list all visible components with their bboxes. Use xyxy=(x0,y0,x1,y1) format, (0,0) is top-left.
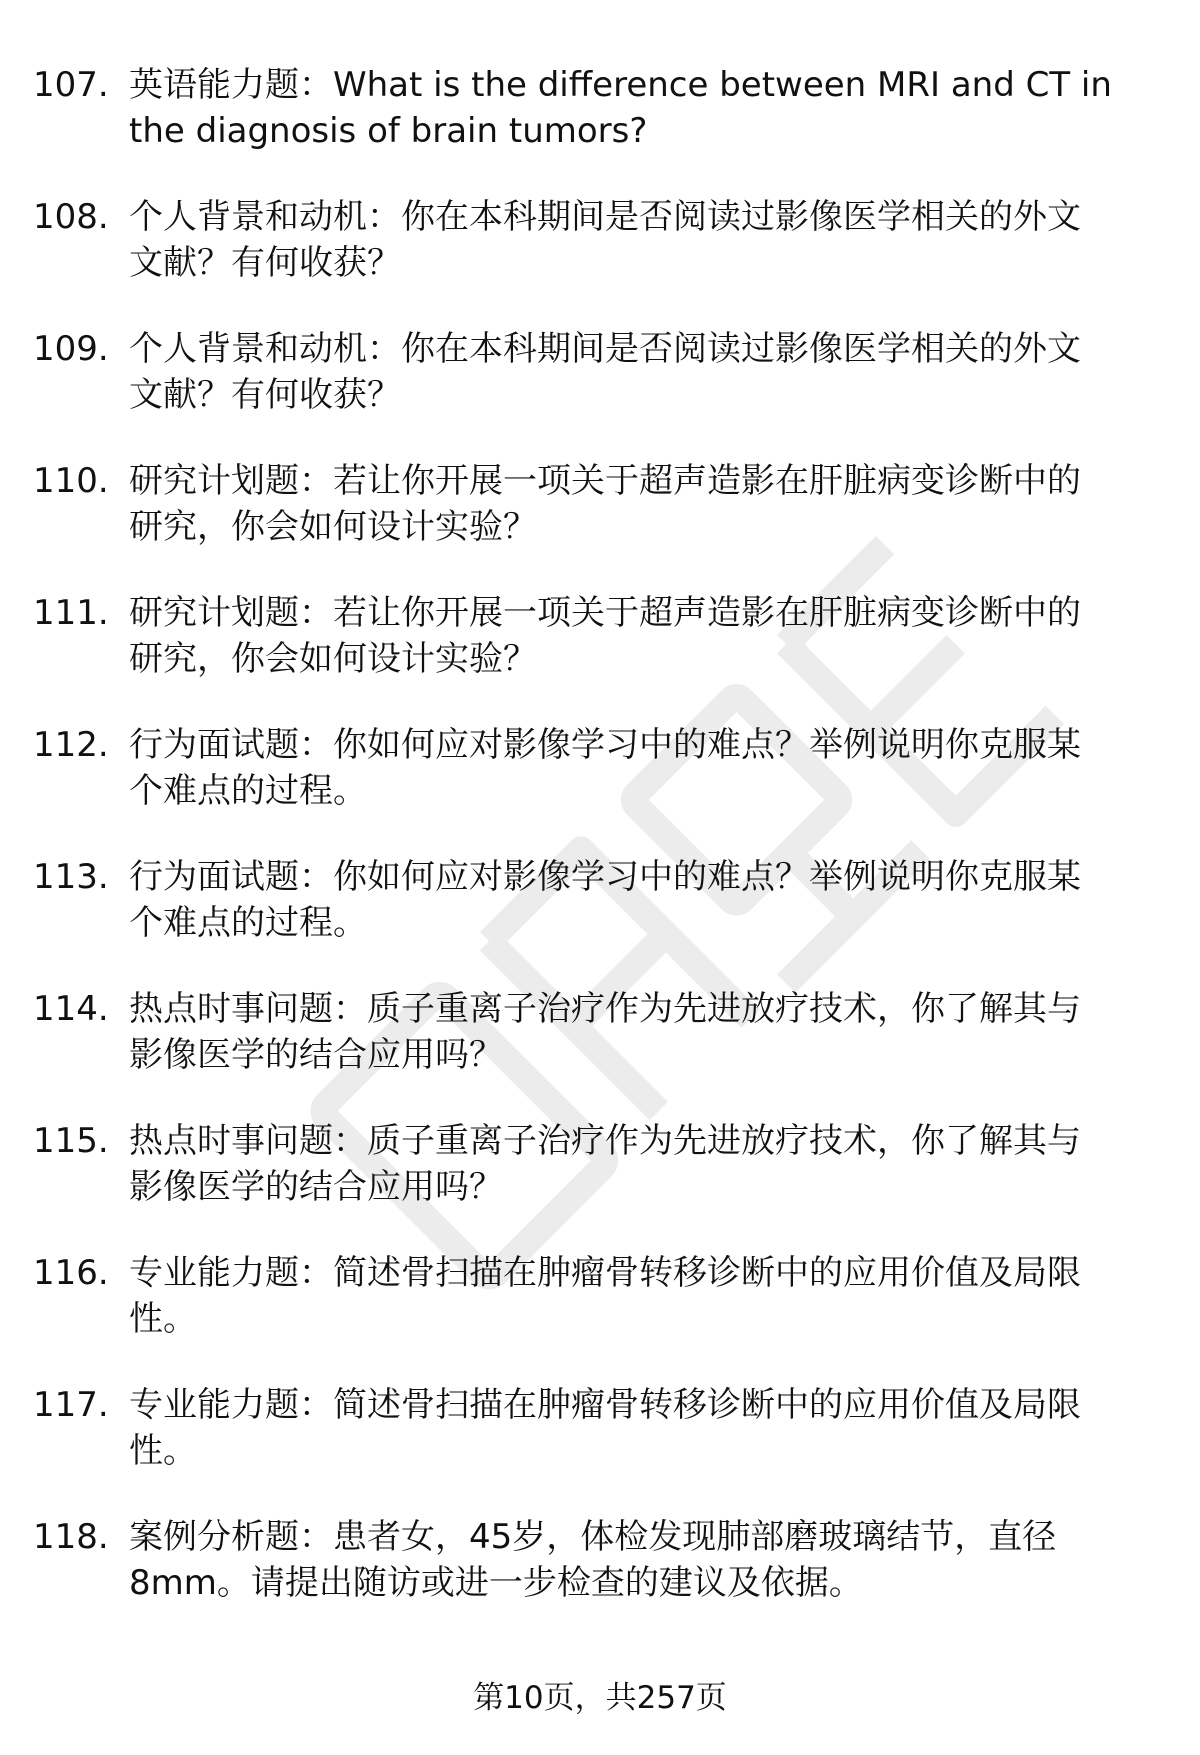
question-item xyxy=(0,590,1200,722)
question-item xyxy=(0,194,1200,326)
question-item xyxy=(0,722,1200,854)
question-number: 111. xyxy=(33,593,109,633)
question-item xyxy=(0,1514,1200,1646)
question-item xyxy=(0,1118,1200,1250)
question-number: 116. xyxy=(33,1253,109,1293)
question-text: 研究计划题：若让你开展一项关于超声造影在肝脏病变诊断中的 研究，你会如何设计实验？ xyxy=(129,461,1081,547)
question-text: 研究计划题：若让你开展一项关于超声造影在肝脏病变诊断中的 研究，你会如何设计实验？ xyxy=(129,593,1081,679)
question-item xyxy=(0,326,1200,458)
question-list xyxy=(0,62,1200,1646)
question-text: 英语能力题：What is the difference between MRI and CT in the diagnosis of brain tumors? xyxy=(129,65,1112,151)
question-number: 115. xyxy=(33,1121,109,1161)
question-item xyxy=(0,986,1200,1118)
question-text: 行为面试题：你如何应对影像学习中的难点？举例说明你克服某 个难点的过程。 xyxy=(129,725,1081,811)
question-number: 108. xyxy=(33,197,109,237)
question-number: 109. xyxy=(33,329,109,369)
question-text: 个人背景和动机：你在本科期间是否阅读过影像医学相关的外文 文献？有何收获？ xyxy=(129,329,1081,415)
question-item xyxy=(0,62,1200,194)
question-text: 专业能力题：简述骨扫描在肿瘤骨转移诊断中的应用价值及局限 性。 xyxy=(129,1253,1081,1339)
question-text: 行为面试题：你如何应对影像学习中的难点？举例说明你克服某 个难点的过程。 xyxy=(129,857,1081,943)
question-number: 112. xyxy=(33,725,109,765)
question-text: 热点时事问题：质子重离子治疗作为先进放疗技术，你了解其与 影像医学的结合应用吗？ xyxy=(129,1121,1081,1207)
question-number: 107. xyxy=(33,65,109,105)
question-text: 案例分析题：患者女，45岁，体检发现肺部磨玻璃结节，直径 8mm。请提出随访或进一步检查的建议及依据。 xyxy=(129,1517,1057,1603)
question-number: 110. xyxy=(33,461,109,501)
question-text: 热点时事问题：质子重离子治疗作为先进放疗技术，你了解其与 影像医学的结合应用吗？ xyxy=(129,989,1081,1075)
question-number: 117. xyxy=(33,1385,109,1425)
question-number: 113. xyxy=(33,857,109,897)
question-item xyxy=(0,1382,1200,1514)
question-number: 118. xyxy=(33,1517,109,1557)
question-number: 114. xyxy=(33,989,109,1029)
question-item xyxy=(0,1250,1200,1382)
question-item xyxy=(0,854,1200,986)
question-text: 个人背景和动机：你在本科期间是否阅读过影像医学相关的外文 文献？有何收获？ xyxy=(129,197,1081,283)
question-text: 专业能力题：简述骨扫描在肿瘤骨转移诊断中的应用价值及局限 性。 xyxy=(129,1385,1081,1471)
page-footer: 第10页，共257页 xyxy=(473,1680,727,1716)
question-item xyxy=(0,458,1200,590)
